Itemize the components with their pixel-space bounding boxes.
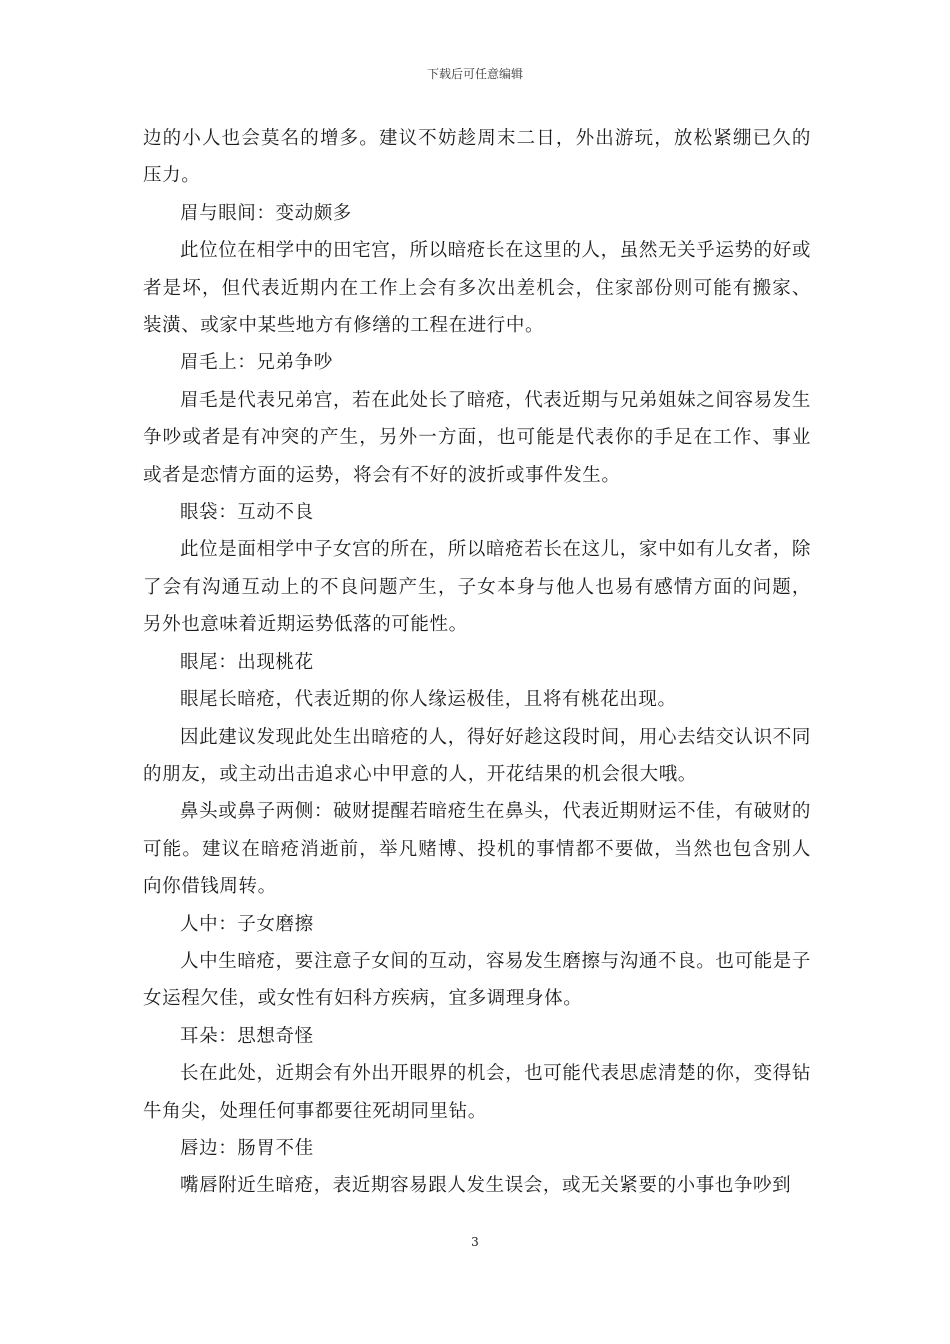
section-heading: 人中：子女磨擦 <box>180 913 314 935</box>
paragraph: 眼尾长暗疮，代表近期的你人缘运极佳，且将有桃花出现。 <box>180 689 677 711</box>
section-heading: 唇边：肠胃不佳 <box>180 1137 314 1159</box>
paragraph: 此位位在相学中的田宅宫，所以暗疮长在这里的人，虽然无关乎运势的好或者是坏，但代表近期内在工作上会有多次出差机会，住家部份则可能有搬家、装潢、或家中某些地方有修缮的工程在进行中。 <box>143 240 811 337</box>
paragraph: 因此建议发现此处生出暗疮的人，得好好趁这段时间，用心去结交认识不同的朋友，或主动出击追求心中甲意的人，开花结果的机会很大哦。 <box>143 726 811 785</box>
paragraph: 长在此处，近期会有外出开眼界的机会，也可能代表思虑清楚的你，变得钻牛角尖，处理任何事都要往死胡同里钻。 <box>143 1063 811 1122</box>
paragraph: 鼻头或鼻子两侧：破财提醒若暗疮生在鼻头，代表近期财运不佳，有破财的可能。建议在暗疮消逝前，举凡赌博、投机的事情都不要做，当然也包含别人向你借钱周转。 <box>143 801 811 898</box>
section-heading: 眉与眼间：变动颇多 <box>180 202 352 224</box>
page-number: 3 <box>471 1235 479 1249</box>
page-header: 下载后可任意编辑 <box>426 67 523 81</box>
section-heading: 耳朵：思想奇怪 <box>180 1025 314 1047</box>
document-body <box>143 120 811 1205</box>
paragraph: 边的小人也会莫名的增多。建议不妨趁周末二日，外出游玩，放松紧绷已久的压力。 <box>143 128 811 187</box>
section-heading: 眼尾：出现桃花 <box>180 651 314 673</box>
paragraph: 眉毛是代表兄弟宫，若在此处长了暗疮，代表近期与兄弟姐妹之间容易发生争吵或者是有冲突的产生，另外一方面，也可能是代表你的手足在工作、事业或者是恋情方面的运势，将会有不好的波折或事件发生。 <box>143 389 811 486</box>
section-heading: 眉毛上：兄弟争吵 <box>180 352 333 374</box>
paragraph: 人中生暗疮，要注意子女间的互动，容易发生磨擦与沟通不良。也可能是子女运程欠佳，或女性有妇科方疾病，宜多调理身体。 <box>143 950 811 1010</box>
paragraph: 此位是面相学中子女宫的所在，所以暗疮若长在这儿，家中如有儿女者，除了会有沟通互动上的不良问题产生，子女本身与他人也易有感情方面的问题，另外也意味着近期运势低落的可能性。 <box>143 539 811 636</box>
section-heading: 眼袋：互动不良 <box>180 502 314 524</box>
paragraph: 嘴唇附近生暗疮，表近期容易跟人发生误会，或无关紧要的小事也争吵到 <box>180 1175 792 1197</box>
